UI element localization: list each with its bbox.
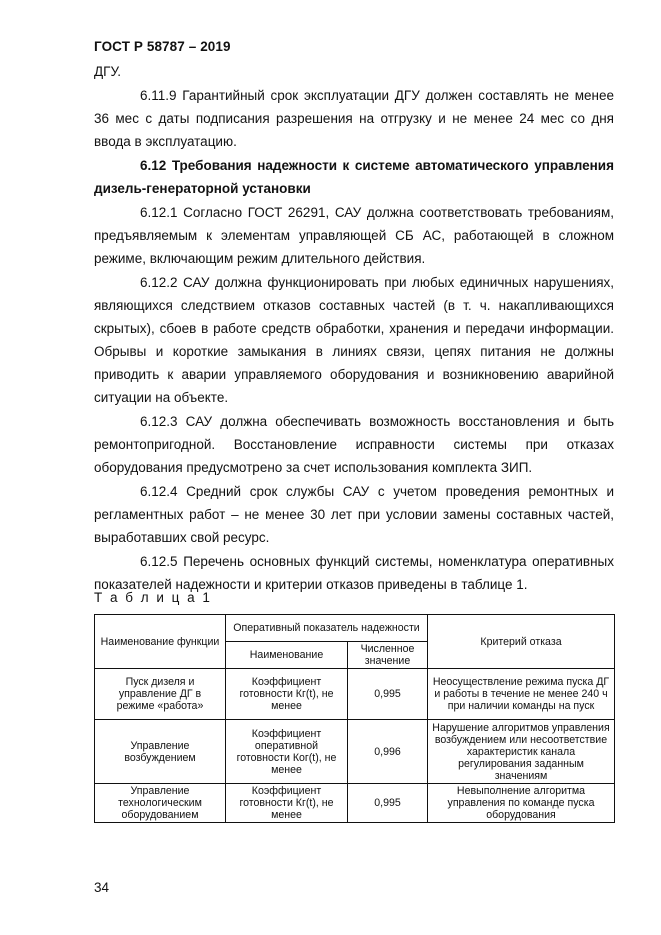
table-row (95, 720, 615, 784)
section-heading-6-12: 6.12 Требования надежности к системе автоматического управления дизель-генераторной установки (94, 158, 614, 196)
cell-indicator: Коэффициент готовности Кг(t), не менее (226, 784, 348, 823)
cell-function: Управление технологическим оборудованием (95, 784, 226, 823)
cell-value: 0,995 (348, 669, 428, 720)
cell-criterion: Невыполнение алгоритма управления по команде пуска оборудования (428, 784, 615, 823)
paragraph-continuation: ДГУ. (94, 64, 121, 79)
paragraph-6-12-2: 6.12.2 САУ должна функционировать при любых единичных нарушениях, являющихся следствием отказов составных частей (в т. ч. накапливающихся скрытых), сбоев в работе средств обработки, хранения и передачи информации. Обрывы и короткие замыкания в линиях связи, цепях питания не должны приводить к аварии управляемого оборудования и возникновению аварийной ситуации на объекте. (94, 275, 614, 405)
reliability-table (94, 614, 615, 823)
header-indicator-value: Численное значение (348, 642, 428, 669)
document-body (94, 60, 614, 597)
table-header-row (95, 615, 615, 642)
table-row (95, 784, 615, 823)
cell-function: Пуск дизеля и управление ДГ в режиме «работа» (95, 669, 226, 720)
paragraph-6-12-4: 6.12.4 Средний срок службы САУ с учетом проведения ремонтных и регламентных работ – не менее 30 лет при условии замены составных частей, выработавших свой ресурс. (94, 484, 614, 545)
cell-criterion: Неосуществление режима пуска ДГ и работы в течение не менее 240 ч при наличии команды на пуск (428, 669, 615, 720)
document-header: ГОСТ Р 58787 – 2019 (94, 39, 231, 54)
header-function: Наименование функции (95, 615, 226, 669)
cell-indicator: Коэффициент оперативной готовности Ког(t), не менее (226, 720, 348, 784)
cell-value: 0,996 (348, 720, 428, 784)
paragraph-6-12-1: 6.12.1 Согласно ГОСТ 26291, САУ должна соответствовать требованиям, предъявляемым к элементам управляющей СБ АС, работающей в сложном режиме, включающим режим длительного действия. (94, 205, 614, 266)
header-indicator-group: Оперативный показатель надежности (226, 615, 428, 642)
paragraph-6-12-5: 6.12.5 Перечень основных функций системы, номенклатура оперативных показателей надежности и критерии отказов приведены в таблице 1. (94, 554, 614, 592)
cell-indicator: Коэффициент готовности Кг(t), не менее (226, 669, 348, 720)
table-caption: Т а б л и ц а 1 (94, 590, 212, 605)
cell-function: Управление возбуждением (95, 720, 226, 784)
page-number: 34 (94, 880, 110, 895)
cell-criterion: Нарушение алгоритмов управления возбуждением или несоответствие характеристик канала регулирования заданным значениям (428, 720, 615, 784)
paragraph-6-12-3: 6.12.3 САУ должна обеспечивать возможность восстановления и быть ремонтопригодной. Восстановление исправности системы при отказах оборудования предусмотрено за счет использования комплекта ЗИП. (94, 414, 614, 475)
paragraph-6-11-9: 6.11.9 Гарантийный срок эксплуатации ДГУ должен составлять не менее 36 мес с даты подписания разрешения на отгрузку и не менее 24 мес со дня ввода в эксплуатацию. (94, 88, 614, 149)
header-criterion: Критерий отказа (428, 615, 615, 669)
table-row (95, 669, 615, 720)
header-indicator-name: Наименование (226, 642, 348, 669)
cell-value: 0,995 (348, 784, 428, 823)
